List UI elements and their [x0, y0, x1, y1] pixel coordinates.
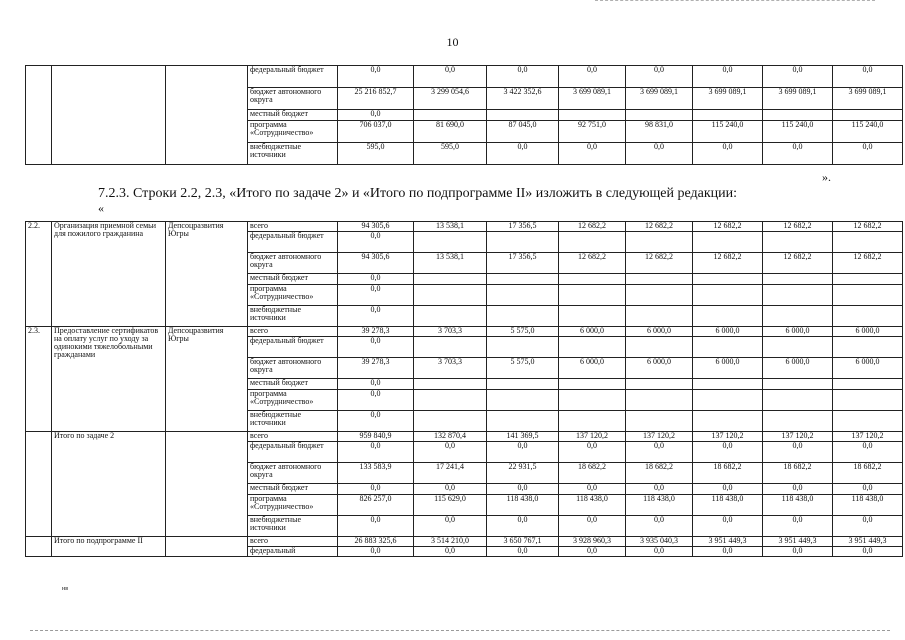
- value-cell: 115 240,0: [693, 121, 763, 143]
- row-number: [26, 432, 52, 537]
- value-cell: [763, 232, 833, 253]
- value-cell: 12 682,2: [833, 222, 903, 232]
- funding-source-label: программа «Сотрудничество»: [248, 285, 338, 306]
- funding-source-label: внебюджетные источники: [248, 306, 338, 327]
- funding-source-label: внебюджетные источники: [248, 411, 338, 432]
- table-row: [26, 66, 903, 88]
- funding-source-label: внебюджетные источники: [248, 516, 338, 537]
- value-cell: [693, 110, 763, 121]
- value-cell: [693, 306, 763, 327]
- funding-source-label: местный бюджет: [248, 110, 338, 121]
- value-cell: 0,0: [626, 516, 693, 537]
- value-cell: 141 369,5: [487, 432, 559, 442]
- value-cell: 26 883 325,6: [338, 537, 414, 547]
- value-cell: 0,0: [338, 274, 414, 285]
- value-cell: 0,0: [338, 411, 414, 432]
- value-cell: 826 257,0: [338, 495, 414, 516]
- value-cell: 6 000,0: [559, 358, 626, 379]
- value-cell: [626, 337, 693, 358]
- value-cell: [487, 379, 559, 390]
- value-cell: 0,0: [833, 547, 903, 557]
- value-cell: 17 241,4: [414, 463, 487, 484]
- value-cell: [833, 379, 903, 390]
- value-cell: 94 305,6: [338, 222, 414, 232]
- value-cell: 18 682,2: [626, 463, 693, 484]
- value-cell: 959 840,9: [338, 432, 414, 442]
- value-cell: [414, 411, 487, 432]
- funding-source-label: федеральный бюджет: [248, 66, 338, 88]
- value-cell: 0,0: [763, 516, 833, 537]
- value-cell: 0,0: [626, 143, 693, 165]
- value-cell: 118 438,0: [487, 495, 559, 516]
- value-cell: 118 438,0: [626, 495, 693, 516]
- value-cell: 3 703,3: [414, 327, 487, 337]
- value-cell: 12 682,2: [559, 222, 626, 232]
- value-cell: [763, 110, 833, 121]
- value-cell: 706 037,0: [338, 121, 414, 143]
- value-cell: [559, 390, 626, 411]
- executor-cell: [166, 66, 248, 165]
- funding-source-label: всего: [248, 327, 338, 337]
- value-cell: [559, 337, 626, 358]
- value-cell: 12 682,2: [693, 253, 763, 274]
- value-cell: 0,0: [693, 516, 763, 537]
- value-cell: 12 682,2: [833, 253, 903, 274]
- value-cell: [487, 110, 559, 121]
- value-cell: [559, 285, 626, 306]
- value-cell: [559, 274, 626, 285]
- measure-name: Предоставление сертификатов на оплату услуг по уходу за одинокими тяжелобольными гражданами: [52, 327, 166, 432]
- value-cell: 0,0: [338, 337, 414, 358]
- value-cell: 6 000,0: [763, 327, 833, 337]
- funding-source-label: федеральный: [248, 547, 338, 557]
- value-cell: 13 538,1: [414, 222, 487, 232]
- value-cell: [559, 306, 626, 327]
- value-cell: 39 278,3: [338, 358, 414, 379]
- value-cell: 3 699 089,1: [763, 88, 833, 110]
- value-cell: 0,0: [559, 143, 626, 165]
- value-cell: 6 000,0: [693, 358, 763, 379]
- value-cell: 0,0: [626, 547, 693, 557]
- value-cell: 3 699 089,1: [626, 88, 693, 110]
- value-cell: 0,0: [763, 547, 833, 557]
- value-cell: [626, 110, 693, 121]
- continuation-table: [25, 65, 903, 165]
- value-cell: 3 699 089,1: [559, 88, 626, 110]
- value-cell: 0,0: [559, 66, 626, 88]
- value-cell: [487, 232, 559, 253]
- value-cell: [763, 306, 833, 327]
- value-cell: 0,0: [487, 516, 559, 537]
- value-cell: 98 831,0: [626, 121, 693, 143]
- value-cell: 0,0: [338, 547, 414, 557]
- value-cell: [559, 110, 626, 121]
- value-cell: 17 356,5: [487, 253, 559, 274]
- value-cell: 137 120,2: [693, 432, 763, 442]
- budget-table: [25, 221, 903, 557]
- footer-note: нв: [62, 586, 69, 592]
- value-cell: 0,0: [487, 547, 559, 557]
- value-cell: [626, 306, 693, 327]
- funding-source-label: бюджет автономного округа: [248, 88, 338, 110]
- funding-source-label: всего: [248, 537, 338, 547]
- value-cell: 0,0: [338, 516, 414, 537]
- value-cell: 94 305,6: [338, 253, 414, 274]
- value-cell: 6 000,0: [693, 327, 763, 337]
- value-cell: [763, 390, 833, 411]
- value-cell: 0,0: [338, 66, 414, 88]
- value-cell: [626, 232, 693, 253]
- value-cell: 18 682,2: [763, 463, 833, 484]
- value-cell: [626, 390, 693, 411]
- funding-source-label: федеральный бюджет: [248, 442, 338, 463]
- value-cell: [833, 411, 903, 432]
- value-cell: 6 000,0: [833, 358, 903, 379]
- scan-artifact-top: [595, 0, 875, 2]
- value-cell: 0,0: [693, 442, 763, 463]
- value-cell: 0,0: [559, 484, 626, 495]
- value-cell: [763, 379, 833, 390]
- value-cell: [626, 379, 693, 390]
- value-cell: 3 699 089,1: [833, 88, 903, 110]
- value-cell: 115 629,0: [414, 495, 487, 516]
- value-cell: [414, 306, 487, 327]
- value-cell: 0,0: [338, 232, 414, 253]
- executor-name: [166, 537, 248, 557]
- value-cell: 3 935 040,3: [626, 537, 693, 547]
- value-cell: 25 216 852,7: [338, 88, 414, 110]
- value-cell: [559, 232, 626, 253]
- value-cell: 595,0: [414, 143, 487, 165]
- value-cell: 0,0: [414, 516, 487, 537]
- value-cell: 0,0: [338, 390, 414, 411]
- value-cell: [414, 390, 487, 411]
- value-cell: [693, 337, 763, 358]
- funding-source-label: федеральный бюджет: [248, 337, 338, 358]
- value-cell: 3 299 054,6: [414, 88, 487, 110]
- funding-source-label: внебюджетные источники: [248, 143, 338, 165]
- value-cell: 0,0: [487, 66, 559, 88]
- value-cell: 0,0: [338, 484, 414, 495]
- value-cell: 0,0: [414, 484, 487, 495]
- value-cell: [833, 337, 903, 358]
- value-cell: 18 682,2: [833, 463, 903, 484]
- opening-quote: «: [98, 201, 104, 215]
- row-number: 2.3.: [26, 327, 52, 432]
- value-cell: 5 575,0: [487, 358, 559, 379]
- value-cell: [833, 274, 903, 285]
- value-cell: 115 240,0: [763, 121, 833, 143]
- executor-name: Депсоцразвития Югры: [166, 222, 248, 327]
- value-cell: 0,0: [414, 66, 487, 88]
- value-cell: 13 538,1: [414, 253, 487, 274]
- value-cell: 3 951 449,3: [763, 537, 833, 547]
- measure-name: Организация приемной семьи для пожилого гражданина: [52, 222, 166, 327]
- value-cell: 0,0: [338, 379, 414, 390]
- value-cell: [487, 337, 559, 358]
- value-cell: 0,0: [833, 442, 903, 463]
- value-cell: 3 951 449,3: [693, 537, 763, 547]
- value-cell: 0,0: [559, 547, 626, 557]
- value-cell: 0,0: [338, 110, 414, 121]
- value-cell: 12 682,2: [626, 253, 693, 274]
- value-cell: 0,0: [626, 66, 693, 88]
- funding-source-label: всего: [248, 222, 338, 232]
- value-cell: [414, 110, 487, 121]
- funding-source-label: бюджет автономного округа: [248, 358, 338, 379]
- value-cell: 0,0: [763, 484, 833, 495]
- value-cell: 0,0: [559, 442, 626, 463]
- value-cell: [626, 274, 693, 285]
- value-cell: 0,0: [693, 484, 763, 495]
- value-cell: 3 703,3: [414, 358, 487, 379]
- value-cell: [763, 285, 833, 306]
- num-cell: [26, 66, 52, 165]
- value-cell: [763, 274, 833, 285]
- value-cell: [833, 285, 903, 306]
- value-cell: [626, 285, 693, 306]
- value-cell: [693, 274, 763, 285]
- value-cell: [693, 232, 763, 253]
- value-cell: 3 699 089,1: [693, 88, 763, 110]
- table-row: [26, 327, 903, 337]
- value-cell: [414, 274, 487, 285]
- value-cell: [693, 411, 763, 432]
- value-cell: 6 000,0: [833, 327, 903, 337]
- value-cell: 3 514 210,0: [414, 537, 487, 547]
- value-cell: [487, 285, 559, 306]
- value-cell: 0,0: [626, 442, 693, 463]
- value-cell: [559, 379, 626, 390]
- value-cell: [487, 390, 559, 411]
- funding-source-label: программа «Сотрудничество»: [248, 390, 338, 411]
- value-cell: 3 650 767,1: [487, 537, 559, 547]
- value-cell: 39 278,3: [338, 327, 414, 337]
- value-cell: 118 438,0: [763, 495, 833, 516]
- value-cell: 3 422 352,6: [487, 88, 559, 110]
- measure-name: Итого по подпрограмме II: [52, 537, 166, 557]
- funding-source-label: всего: [248, 432, 338, 442]
- value-cell: 12 682,2: [693, 222, 763, 232]
- row-number: 2.2.: [26, 222, 52, 327]
- value-cell: 12 682,2: [559, 253, 626, 274]
- value-cell: 0,0: [414, 442, 487, 463]
- value-cell: 22 931,5: [487, 463, 559, 484]
- funding-source-label: местный бюджет: [248, 484, 338, 495]
- value-cell: 118 438,0: [833, 495, 903, 516]
- value-cell: [693, 390, 763, 411]
- funding-source-label: программа «Сотрудничество»: [248, 495, 338, 516]
- value-cell: 595,0: [338, 143, 414, 165]
- value-cell: 6 000,0: [763, 358, 833, 379]
- value-cell: 0,0: [693, 143, 763, 165]
- executor-name: [166, 432, 248, 537]
- section-heading: 7.2.3. Строки 2.2, 2.3, «Итого по задаче 2» и «Итого по подпрограмме II» изложить в следующей редакции:: [98, 186, 738, 201]
- funding-source-label: программа «Сотрудничество»: [248, 121, 338, 143]
- row-number: [26, 537, 52, 557]
- value-cell: 6 000,0: [626, 358, 693, 379]
- funding-source-label: местный бюджет: [248, 379, 338, 390]
- value-cell: [833, 306, 903, 327]
- value-cell: 87 045,0: [487, 121, 559, 143]
- value-cell: 0,0: [763, 442, 833, 463]
- value-cell: 137 120,2: [559, 432, 626, 442]
- value-cell: 12 682,2: [763, 253, 833, 274]
- table-row: [26, 537, 903, 547]
- value-cell: [833, 390, 903, 411]
- value-cell: [763, 337, 833, 358]
- value-cell: 12 682,2: [763, 222, 833, 232]
- value-cell: [414, 337, 487, 358]
- value-cell: 0,0: [833, 516, 903, 537]
- scan-artifact-bottom: [30, 630, 890, 632]
- value-cell: [833, 232, 903, 253]
- value-cell: 118 438,0: [693, 495, 763, 516]
- value-cell: 3 928 960,3: [559, 537, 626, 547]
- table-row: [26, 222, 903, 232]
- value-cell: 0,0: [833, 143, 903, 165]
- value-cell: 115 240,0: [833, 121, 903, 143]
- value-cell: 137 120,2: [626, 432, 693, 442]
- value-cell: 6 000,0: [559, 327, 626, 337]
- value-cell: 6 000,0: [626, 327, 693, 337]
- value-cell: 0,0: [833, 66, 903, 88]
- value-cell: 0,0: [693, 547, 763, 557]
- value-cell: [693, 379, 763, 390]
- value-cell: 81 690,0: [414, 121, 487, 143]
- value-cell: 0,0: [763, 66, 833, 88]
- value-cell: [487, 411, 559, 432]
- table-row: [26, 432, 903, 442]
- value-cell: [833, 110, 903, 121]
- funding-source-label: местный бюджет: [248, 274, 338, 285]
- page-number: 10: [446, 35, 459, 49]
- value-cell: 0,0: [487, 484, 559, 495]
- value-cell: 0,0: [338, 306, 414, 327]
- value-cell: 118 438,0: [559, 495, 626, 516]
- executor-name: Депсоцразвития Югры: [166, 327, 248, 432]
- value-cell: 3 951 449,3: [833, 537, 903, 547]
- funding-source-label: бюджет автономного округа: [248, 253, 338, 274]
- value-cell: 132 870,4: [414, 432, 487, 442]
- value-cell: [763, 411, 833, 432]
- value-cell: 0,0: [626, 484, 693, 495]
- value-cell: 0,0: [833, 484, 903, 495]
- value-cell: [559, 411, 626, 432]
- value-cell: 5 575,0: [487, 327, 559, 337]
- value-cell: 17 356,5: [487, 222, 559, 232]
- value-cell: 137 120,2: [833, 432, 903, 442]
- value-cell: 0,0: [338, 285, 414, 306]
- name-cell: [52, 66, 166, 165]
- closing-quote: ».: [822, 170, 831, 184]
- value-cell: 0,0: [763, 143, 833, 165]
- value-cell: 0,0: [559, 516, 626, 537]
- measure-name: Итого по задаче 2: [52, 432, 166, 537]
- value-cell: 0,0: [693, 66, 763, 88]
- value-cell: 92 751,0: [559, 121, 626, 143]
- value-cell: 0,0: [338, 442, 414, 463]
- value-cell: [414, 232, 487, 253]
- value-cell: 0,0: [414, 547, 487, 557]
- value-cell: [487, 274, 559, 285]
- value-cell: [414, 285, 487, 306]
- value-cell: [414, 379, 487, 390]
- funding-source-label: федеральный бюджет: [248, 232, 338, 253]
- value-cell: 18 682,2: [559, 463, 626, 484]
- value-cell: 0,0: [487, 143, 559, 165]
- value-cell: [626, 411, 693, 432]
- value-cell: 0,0: [487, 442, 559, 463]
- value-cell: 137 120,2: [763, 432, 833, 442]
- value-cell: [487, 306, 559, 327]
- value-cell: [693, 285, 763, 306]
- funding-source-label: бюджет автономного округа: [248, 463, 338, 484]
- value-cell: 18 682,2: [693, 463, 763, 484]
- value-cell: 12 682,2: [626, 222, 693, 232]
- value-cell: 133 583,9: [338, 463, 414, 484]
